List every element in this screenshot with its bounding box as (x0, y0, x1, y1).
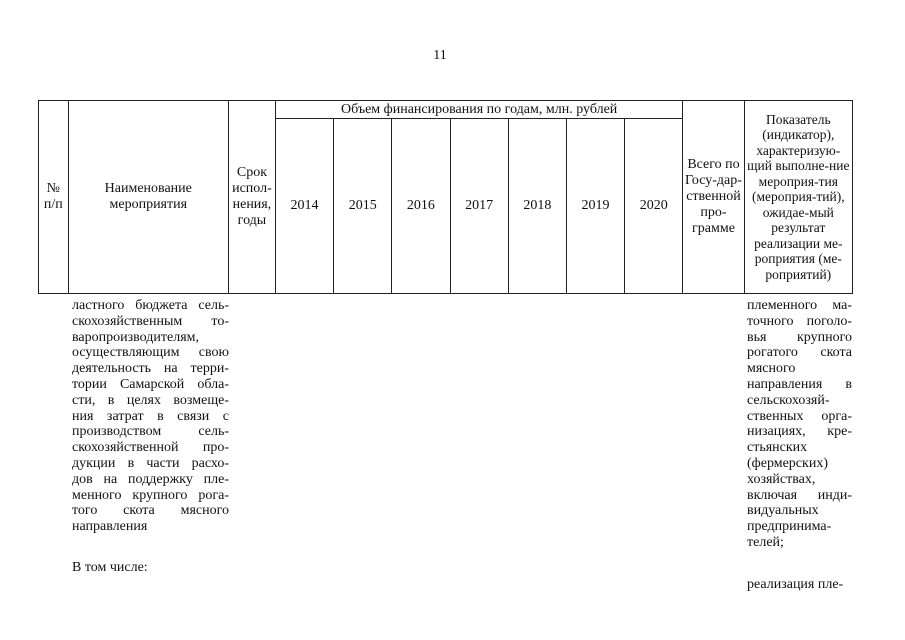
page-number: 11 (433, 48, 447, 63)
header-financing: Объем финансирования по годам, млн. рублей (275, 101, 682, 119)
text-line: осуществляющим свою (72, 345, 229, 361)
header-year: 2015 (334, 119, 392, 294)
text-line: дов на поддержку пле- (72, 471, 229, 487)
text-line: сти, в целях возмеще- (72, 392, 229, 408)
text-line: включая инди- (747, 487, 852, 503)
text-line: сельскохозяй- (747, 392, 830, 408)
text-line: (фермерских) (747, 455, 828, 471)
text-line: ственных орга- (747, 408, 852, 424)
text-line: менного крупного рога- (72, 487, 229, 503)
text-line: точного поголо- (747, 313, 852, 329)
text-line: видуальных (747, 503, 819, 519)
header-year: 2020 (625, 119, 683, 294)
text-line: ния затрат в связи с (72, 408, 229, 424)
text-line: направления в (747, 376, 852, 392)
text-line: направления (72, 519, 148, 535)
header-year: 2014 (275, 119, 333, 294)
text-line: скохозяйственным то- (72, 313, 229, 329)
text-line: того скота мясного (72, 503, 229, 519)
text-line: низациях, кре- (747, 424, 852, 440)
header-indicator: Показатель (индикатор), характеризую-щий выполне-ние мероприя-тия (мероприя-тий), ожидае-мый результат реализации ме-роприятия (ме-роприятий) (744, 101, 852, 294)
header-total: Всего по Госу-дар-ственной про-грамме (683, 101, 744, 294)
text-line: варопроизводителям, (72, 329, 199, 345)
subtotal-label: В том числе: (72, 560, 148, 575)
text-line: мясного (747, 361, 796, 377)
program-table-header (38, 100, 853, 294)
text-line: дукции в части расхо- (72, 455, 229, 471)
text-line: вья крупного (747, 329, 852, 345)
header-year: 2018 (508, 119, 566, 294)
text-line: стьянских (747, 440, 808, 456)
header-year: 2017 (450, 119, 508, 294)
text-line: тории Самарской обла- (72, 376, 229, 392)
header-term: Срок испол-нения, годы (228, 101, 275, 294)
text-line: племенного ма- (747, 298, 852, 313)
text-line: деятельность на терри- (72, 361, 229, 377)
text-line: хозяйствах, (747, 471, 816, 487)
text-line: телей; (747, 534, 784, 550)
header-name: Наименование мероприятия (68, 101, 228, 294)
measure-name-text (72, 298, 229, 535)
text-line: предпринима- (747, 519, 832, 535)
indicator-continuation: реализация пле- (747, 577, 844, 592)
header-year: 2016 (392, 119, 450, 294)
indicator-text (747, 298, 852, 551)
text-line: ластного бюджета сель- (72, 298, 229, 313)
text-line: скохозяйственной про- (72, 440, 229, 456)
header-year: 2019 (566, 119, 624, 294)
text-line: производством сель- (72, 424, 229, 440)
text-line: рогатого скота (747, 345, 852, 361)
header-num: № п/п (39, 101, 69, 294)
